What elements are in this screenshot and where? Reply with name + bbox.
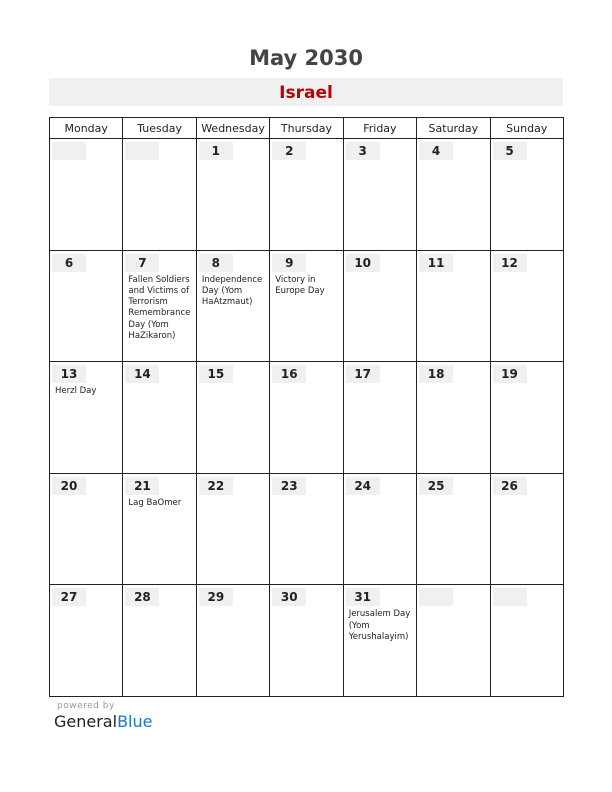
- week-row: [50, 139, 564, 251]
- day-number: 20: [52, 477, 86, 495]
- day-number: 23: [272, 477, 306, 495]
- day-cell: [270, 250, 343, 362]
- page-title: May 2030: [249, 46, 363, 70]
- holiday-label: Victory in Europe Day: [275, 274, 325, 296]
- day-number: 27: [52, 588, 86, 606]
- country-banner: [49, 78, 563, 106]
- day-cell: [343, 250, 416, 362]
- day-cell: [417, 473, 490, 585]
- day-number: 28: [125, 588, 159, 606]
- day-number: 6: [52, 254, 86, 272]
- day-number: [52, 142, 86, 160]
- day-cell: [123, 139, 196, 251]
- weekday-sunday: Sunday: [490, 118, 563, 139]
- day-number: [419, 588, 453, 606]
- country-name: Israel: [279, 83, 333, 103]
- holiday-label: Fallen Soldiers and Victims of Terrorism Remembrance Day (Yom HaZikaron): [128, 274, 191, 342]
- day-cell: [343, 139, 416, 251]
- day-number: 21: [125, 477, 159, 495]
- day-number: 3: [346, 142, 380, 160]
- day-number: 13: [52, 365, 86, 383]
- day-cell: [196, 139, 269, 251]
- holiday-label: Independence Day (Yom HaAtzmaut): [201, 274, 263, 308]
- brand-logo: [54, 712, 152, 731]
- day-cell: [123, 585, 196, 697]
- holiday-label: Lag BaOmer: [128, 497, 182, 508]
- day-cell: [123, 362, 196, 474]
- week-row: [50, 250, 564, 362]
- day-cell: [490, 362, 563, 474]
- weekday-tuesday: Tuesday: [123, 118, 196, 139]
- day-cell: [490, 585, 563, 697]
- day-cell: [270, 473, 343, 585]
- day-cell: [417, 139, 490, 251]
- day-number: 31: [346, 588, 380, 606]
- week-row: [50, 585, 564, 697]
- holiday-label: Herzl Day: [55, 386, 97, 397]
- day-number: 16: [272, 365, 306, 383]
- day-number: 18: [419, 365, 453, 383]
- day-cell: [270, 585, 343, 697]
- weekday-saturday: Saturday: [417, 118, 490, 139]
- holiday-label: Jerusalem Day (Yom Yerushalayim): [348, 609, 411, 642]
- day-cell: [50, 362, 123, 474]
- day-cell: [343, 362, 416, 474]
- day-number: [493, 588, 527, 606]
- day-cell: [50, 585, 123, 697]
- weekday-header-row: [50, 118, 564, 139]
- weekday-thursday: Thursday: [270, 118, 343, 139]
- day-number: 19: [493, 365, 527, 383]
- day-number: 4: [419, 142, 453, 160]
- day-number: 10: [346, 254, 380, 272]
- weekday-monday: Monday: [50, 118, 123, 139]
- day-number: 12: [493, 254, 527, 272]
- day-cell: [196, 585, 269, 697]
- weekday-friday: Friday: [343, 118, 416, 139]
- brand-general: General: [54, 712, 118, 731]
- calendar-grid: [49, 117, 564, 697]
- day-cell: [490, 250, 563, 362]
- week-row: [50, 473, 564, 585]
- day-number: 22: [199, 477, 233, 495]
- day-cell: [343, 585, 416, 697]
- day-cell: [123, 250, 196, 362]
- day-number: 15: [199, 365, 233, 383]
- day-number: 8: [199, 254, 233, 272]
- powered-by-label: powered by: [57, 701, 115, 711]
- day-number: 9: [272, 254, 306, 272]
- weekday-wednesday: Wednesday: [196, 118, 269, 139]
- day-cell: [196, 362, 269, 474]
- brand-blue: Blue: [117, 712, 153, 731]
- day-cell: [50, 139, 123, 251]
- day-number: 1: [199, 142, 233, 160]
- day-cell: [490, 473, 563, 585]
- day-number: 26: [493, 477, 527, 495]
- day-cell: [417, 250, 490, 362]
- week-row: [50, 362, 564, 474]
- day-number: 11: [419, 254, 453, 272]
- day-cell: [50, 473, 123, 585]
- day-cell: [490, 139, 563, 251]
- day-number: 24: [346, 477, 380, 495]
- day-number: 5: [493, 142, 527, 160]
- day-cell: [196, 250, 269, 362]
- day-number: 29: [199, 588, 233, 606]
- day-number: 25: [419, 477, 453, 495]
- day-cell: [270, 362, 343, 474]
- day-cell: [50, 250, 123, 362]
- day-cell: [417, 585, 490, 697]
- day-number: 17: [346, 365, 380, 383]
- day-number: 2: [272, 142, 306, 160]
- day-cell: [417, 362, 490, 474]
- day-number: [125, 142, 159, 160]
- day-cell: [343, 473, 416, 585]
- day-cell: [270, 139, 343, 251]
- day-number: 14: [125, 365, 159, 383]
- day-cell: [123, 473, 196, 585]
- day-number: 7: [125, 254, 159, 272]
- day-cell: [196, 473, 269, 585]
- day-number: 30: [272, 588, 306, 606]
